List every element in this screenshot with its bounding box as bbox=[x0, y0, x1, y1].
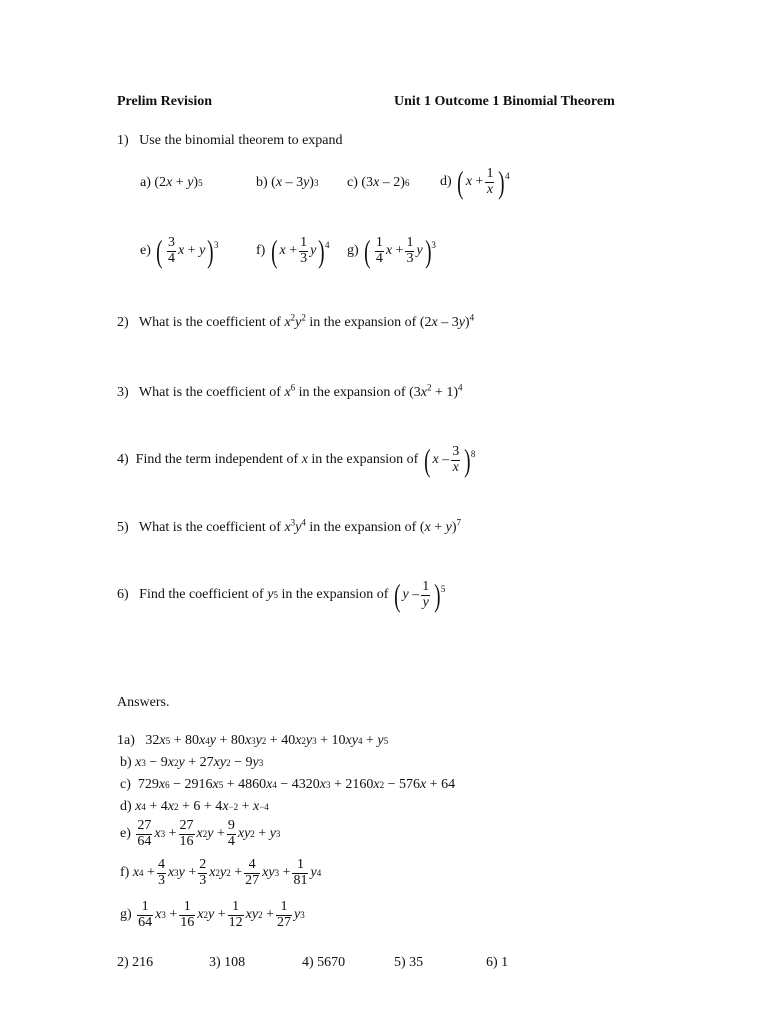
q1-part-b: b) ( x – 3 y ) 3 bbox=[256, 175, 319, 190]
answer-3: 3) 108 bbox=[209, 955, 246, 970]
answers-heading: Answers. bbox=[117, 695, 170, 710]
answer-1b: b) x 3 − 9 x 2 y + 27 xy 2 − 9 y 3 bbox=[120, 755, 264, 770]
answer-1f: f) x 4 + $\frac{4}{3}$ x 3 y + $\frac{2}{3}$ x 2 y 2 + $\frac{4}{27}$ xy 3 + $\frac{1}{81}$ y 4 bbox=[120, 857, 322, 888]
question-2: 2) What is the coefficient of $x^2y^2$ in the expansion of (2x – 3y)$^4$ bbox=[117, 312, 475, 330]
question-5: 5) What is the coefficient of $x^3y^4$ in the expansion of $(x + y)^7$ bbox=[117, 517, 461, 535]
answer-1e: e) $\frac{27}{64}$ x 3 + $\frac{27}{16}$ x 2 y + $\frac{9}{4}$ xy 2 + y 3 bbox=[120, 818, 281, 849]
question-number: 1) bbox=[117, 133, 129, 148]
answer-2: 2) 216 bbox=[117, 955, 154, 970]
q1-part-a: a) (2 x + y ) 5 bbox=[140, 175, 203, 190]
q1-part-f: f) ( x + $\frac{1}{3}$ y ) 4 bbox=[256, 233, 330, 269]
answer-1g: g) $\frac{1}{64}$ x 3 + $\frac{1}{16}$ x 2 y + $\frac{1}{12}$ xy 2 + $\frac{1}{27}$ y 3 bbox=[120, 899, 305, 930]
question-6: 6) Find the coefficient of y 5 in the expansion of ( y – $\frac{1}{y}$ ) 5 bbox=[117, 577, 446, 613]
header-right: Unit 1 Outcome 1 Binomial Theorem bbox=[394, 94, 615, 109]
answer-6: 6) 1 bbox=[486, 955, 509, 970]
header-left: Prelim Revision bbox=[117, 94, 213, 109]
question-text: Use the binomial theorem to expand bbox=[139, 133, 343, 148]
answer-1d: d) x 4 + 4 x 2 + 6 + 4 x −2 + x −4 bbox=[120, 799, 269, 814]
answer-4: 4) 5670 bbox=[302, 955, 346, 970]
q1-part-c: c) (3 x – 2) 6 bbox=[347, 175, 410, 190]
q1-part-e: e) ( $\frac{3}{4}$ x + y ) 3 bbox=[140, 233, 219, 269]
answer-1a: 1a) 32 x 5 + 80 x 4 y + 80 x 3 y 2 + 40 x 2 y 3 + 10 xy 4 + y 5 bbox=[117, 733, 389, 748]
question-1 bbox=[117, 133, 343, 149]
answer-1c: c) 729 x 6 − 2916 x 5 + 4860 x 4 − 4320 x 3 + 2160 x 2 − 576 x + 64 bbox=[120, 777, 456, 792]
question-4: 4) Find the term independent of x in the expansion of ( x – $\frac{3}{x}$ ) 8 bbox=[117, 442, 476, 478]
answer-5: 5) 35 bbox=[394, 955, 424, 970]
q1-part-g: g) ( $\frac{1}{4}$ x + $\frac{1}{3}$ y ) 3 bbox=[347, 233, 436, 269]
question-3: 3) What is the coefficient of $x^6$ in the expansion of $(3x^2 + 1)^4$ bbox=[117, 382, 463, 400]
q1-part-d: d) ( x + $\frac{1}{x}$ ) 4 bbox=[440, 164, 510, 200]
